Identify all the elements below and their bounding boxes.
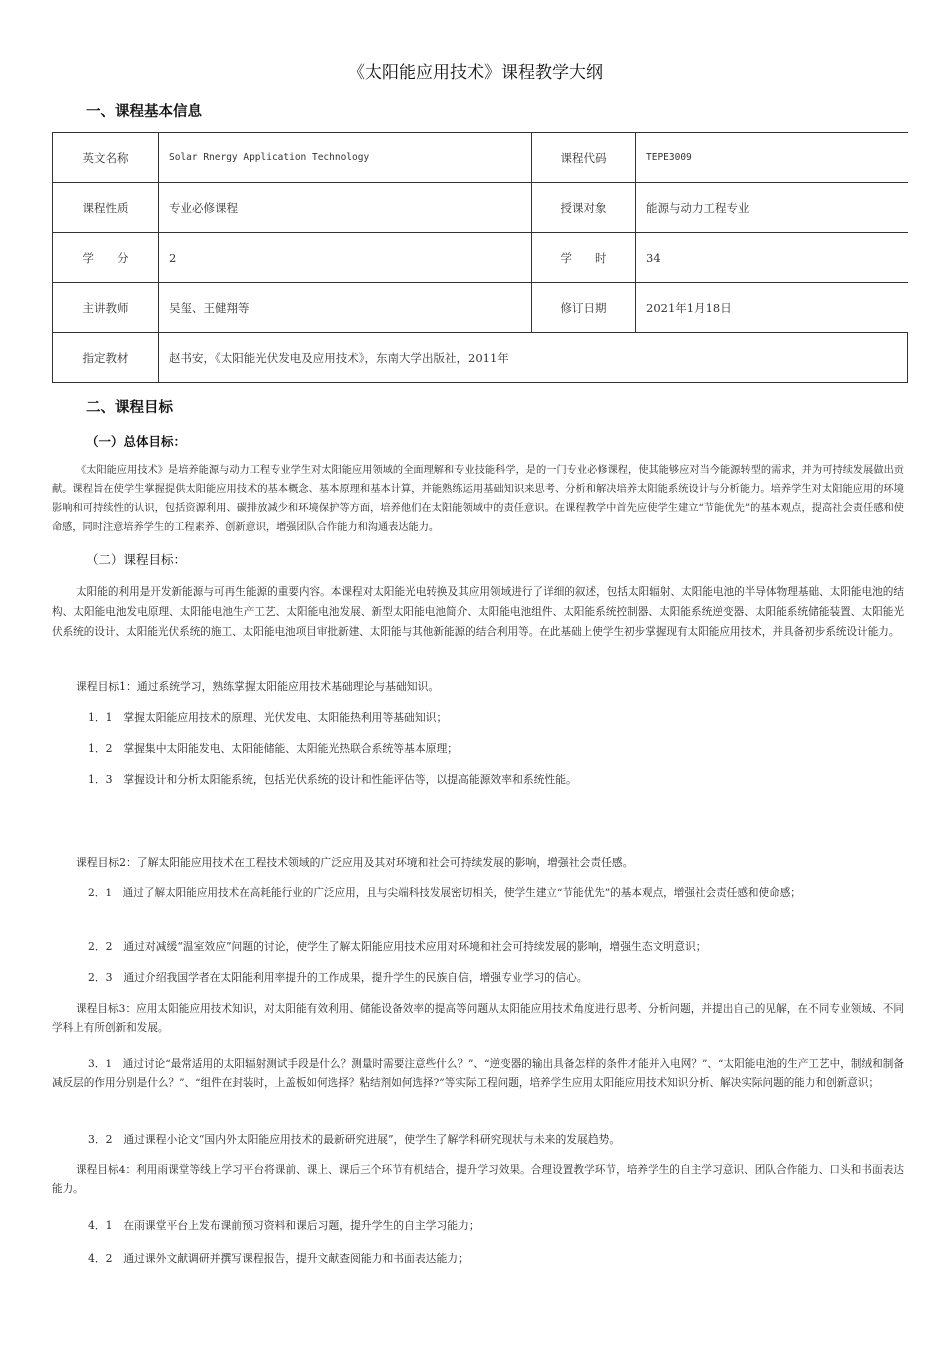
table-label: 英文名称	[53, 133, 159, 183]
table-label: 课程性质	[53, 183, 159, 233]
table-value: 赵书安，《太阳能光伏发电及应用技术》，东南大学出版社，2011年	[159, 333, 908, 383]
table-value: 2021年1月18日	[636, 283, 908, 333]
section-heading-course-goals: 二、课程目标	[86, 400, 173, 416]
document-title: 《太阳能应用技术》课程教学大纲	[348, 63, 603, 83]
paragraph-course-intro: 太阳能的利用是开发新能源与可再生能源的重要内容。本课程对太阳能光电转换及其应用领域进行了详细的叙述，包括太阳辐射、太阳能电池的半导体物理基础、太阳能电池的结构、太阳能电池发电原理、太阳能电池生产工艺、太阳能电池发展、新型太阳能电池简介、太阳能电池组件、太阳能系统控制器、太阳能系统逆变器、太阳能系统储能装置、太阳能光伏系统的设计、太阳能光伏系统的施工、太阳能电池项目审批新建、太阳能与其他新能源的结合利用等。在此基础上使学生初步掌握现有太阳能应用技术，并具备初步系统设计能力。	[52, 586, 904, 638]
table-value: 专业必修课程	[159, 183, 532, 233]
goal-3: 课程目标3：应用太阳能应用技术知识，对太阳能有效利用、储能设备效率的提高等问题从太阳能应用技术角度进行思考、分析问题，并提出自己的见解，在不同专业领域、不同学科上有所创新和发展。	[52, 1003, 904, 1034]
table-value: 2	[159, 233, 532, 283]
goal-1: 课程目标1：通过系统学习，熟练掌握太阳能应用技术基础理论与基础知识。	[76, 680, 440, 693]
goal-4-2: 4．2 通过课外文献调研并撰写课程报告，提升文献查阅能力和书面表达能力；	[88, 1252, 469, 1265]
table-row	[53, 333, 908, 383]
paragraph-overall-goal: 《太阳能应用技术》是培养能源与动力工程专业学生对太阳能应用领域的全面理解和专业技能科学，是的一门专业必修课程，使其能够应对当今能源转型的需求，并为可持续发展做出贡献。课程旨在使学生掌握提供太阳能应用技术的基本概念、基本原理和基本计算，并能熟练运用基础知识来思考、分析和解决培养太阳能系统设计与分析能力。培养学生对太阳能应用的环境影响和可持续性的认识，包括资源利用、碳排放减少和环境保护等方面，培养他们在太阳能领域中的责任意识。在课程教学中首先应使学生建立“节能优先”的基本观点，提高社会责任感和使命感，同时注意培养学生的工程素养、创新意识，增强团队合作能力和沟通表达能力。	[52, 465, 904, 533]
course-info-table	[52, 132, 908, 383]
goal-2: 课程目标2：了解太阳能应用技术在工程技术领域的广泛应用及其对环境和社会可持续发展的影响，增强社会责任感。	[76, 856, 634, 869]
subheading-course-goals: （二）课程目标：	[86, 552, 187, 567]
section-heading-basic-info: 一、课程基本信息	[86, 104, 202, 120]
table-value: 吴玺、王健翔等	[159, 283, 532, 333]
table-label: 授课对象	[532, 183, 636, 233]
table-value: Solar Rnergy Application Technology	[159, 133, 532, 183]
goal-2-2: 2．2 通过对减缓“温室效应”问题的讨论，使学生了解太阳能应用技术应用对环境和社会可持续发展的影响，增强生态文明意识；	[88, 940, 707, 953]
subheading-overall: （一）总体目标：	[86, 434, 187, 449]
goal-1-1: 1．1 掌握太阳能应用技术的原理、光伏发电、太阳能热利用等基础知识；	[88, 711, 448, 724]
goal-1-2: 1．2 掌握集中太阳能发电、太阳能储能、太阳能光热联合系统等基本原理；	[88, 742, 459, 755]
table-label: 主讲教师	[53, 283, 159, 333]
goal-1-3: 1．3 掌握设计和分析太阳能系统，包括光伏系统的设计和性能评估等，以提高能源效率和系统性能。	[88, 773, 577, 786]
table-label: 修订日期	[532, 283, 636, 333]
table-row	[53, 133, 908, 183]
goal-3-2: 3．2 通过课程小论文“国内外太阳能应用技术的最新研究进展”，使学生了解学科研究现状与未来的发展趋势。	[88, 1133, 621, 1146]
table-row	[53, 183, 908, 233]
table-row	[53, 233, 908, 283]
goal-2-3: 2．3 通过介绍我国学者在太阳能利用率提升的工作成果，提升学生的民族自信，增强专业学习的信心。	[88, 971, 588, 984]
table-label: 学 分	[53, 233, 159, 283]
table-row	[53, 283, 908, 333]
goal-2-1: 2．1 通过了解太阳能应用技术在高耗能行业的广泛应用，且与尖端科技发展密切相关，使学生建立“节能优先”的基本观点，增强社会责任感和使命感；	[88, 887, 801, 899]
table-value: 34	[636, 233, 908, 283]
goal-3-1: 3．1 通过讨论“最常适用的太阳辐射测试手段是什么？测量时需要注意些什么？”、“逆变器的输出具备怎样的条件才能并入电网？”、“太阳能电池的生产工艺中，制绒和制备减反层的作用分别是什么？”、“组件在封装时，上盖板如何选择？粘结剂如何选择?”等实际工程问题，培养学生应用太阳能应用技术知识分析、解决实际问题的能力和创新意识；	[52, 1058, 904, 1089]
goal-4-1: 4．1 在雨课堂平台上发布课前预习资料和课后习题，提升学生的自主学习能力；	[88, 1219, 480, 1232]
table-value: TEPE3009	[636, 133, 908, 183]
table-label: 学 时	[532, 233, 636, 283]
table-value: 能源与动力工程专业	[636, 183, 908, 233]
table-label: 指定教材	[53, 333, 159, 383]
goal-4: 课程目标4：利用雨课堂等线上学习平台将课前、课上、课后三个环节有机结合，提升学习效果。合理设置教学环节，培养学生的自主学习意识、团队合作能力、口头和书面表达能力。	[52, 1164, 904, 1195]
table-label: 课程代码	[532, 133, 636, 183]
